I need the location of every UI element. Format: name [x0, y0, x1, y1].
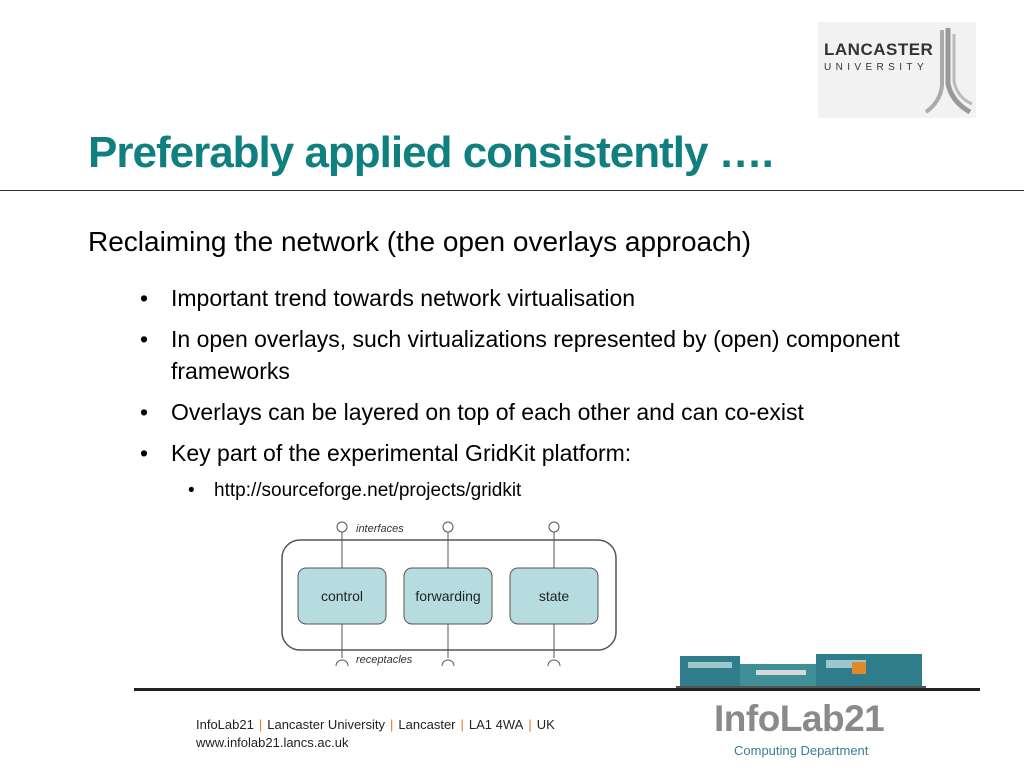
interface-icon: [337, 522, 347, 532]
footer-city: Lancaster: [398, 717, 456, 732]
department-label: Computing Department: [734, 743, 869, 758]
logo-emblem-icon: [922, 24, 974, 116]
forwarding-label: forwarding: [415, 588, 481, 604]
footer-country: UK: [536, 717, 555, 732]
bullet-item: • Overlays can be layered on top of each other and can co-exist: [140, 396, 1000, 428]
receptacle-icon: [442, 660, 454, 666]
slide-title: Preferably applied consistently ….: [88, 128, 773, 177]
bullet-item: • Key part of the experimental GridKit platform:: [140, 437, 1000, 469]
sub-bullet-link[interactable]: • http://sourceforge.net/projects/gridkit: [188, 480, 521, 502]
control-label: control: [320, 588, 364, 604]
title-divider: [0, 190, 1024, 191]
slide-subtitle: Reclaiming the network (the open overlays approach): [88, 226, 752, 257]
footer-org: InfoLab21: [196, 717, 254, 732]
footer-university: Lancaster University: [267, 717, 386, 732]
state-label: state: [538, 588, 570, 604]
component-framework-diagram: [276, 516, 626, 671]
infolab-building-image: [676, 650, 926, 690]
bullet-list: [140, 282, 1000, 478]
infolab21-brand: InfoLab21: [714, 698, 885, 739]
lancaster-university-logo: [818, 22, 976, 118]
interface-icon: [549, 522, 559, 532]
sub-bullet-list: [188, 480, 521, 502]
receptacles-label: receptacles: [356, 654, 413, 666]
interfaces-label: interfaces: [356, 523, 404, 535]
bullet-item: • In open overlays, such virtualizations represented by (open) component frameworks: [140, 323, 951, 387]
logo-line2: UNIVERSITY: [824, 62, 929, 73]
footer-postcode: LA1 4WA: [468, 717, 524, 732]
footer-divider: [134, 688, 980, 691]
logo-line1: LANCASTER: [824, 40, 934, 59]
bullet-item: • Important trend towards network virtualisation: [140, 282, 1000, 314]
footer-website-link[interactable]: www.infolab21.lancs.ac.uk: [196, 735, 349, 750]
receptacle-icon: [336, 660, 348, 666]
receptacle-icon: [548, 660, 560, 666]
interface-icon: [443, 522, 453, 532]
footer-address: InfoLab21 | Lancaster University | Lancaster | LA1 4WA | UK www.infolab21.lancs.ac.uk: [196, 717, 555, 750]
